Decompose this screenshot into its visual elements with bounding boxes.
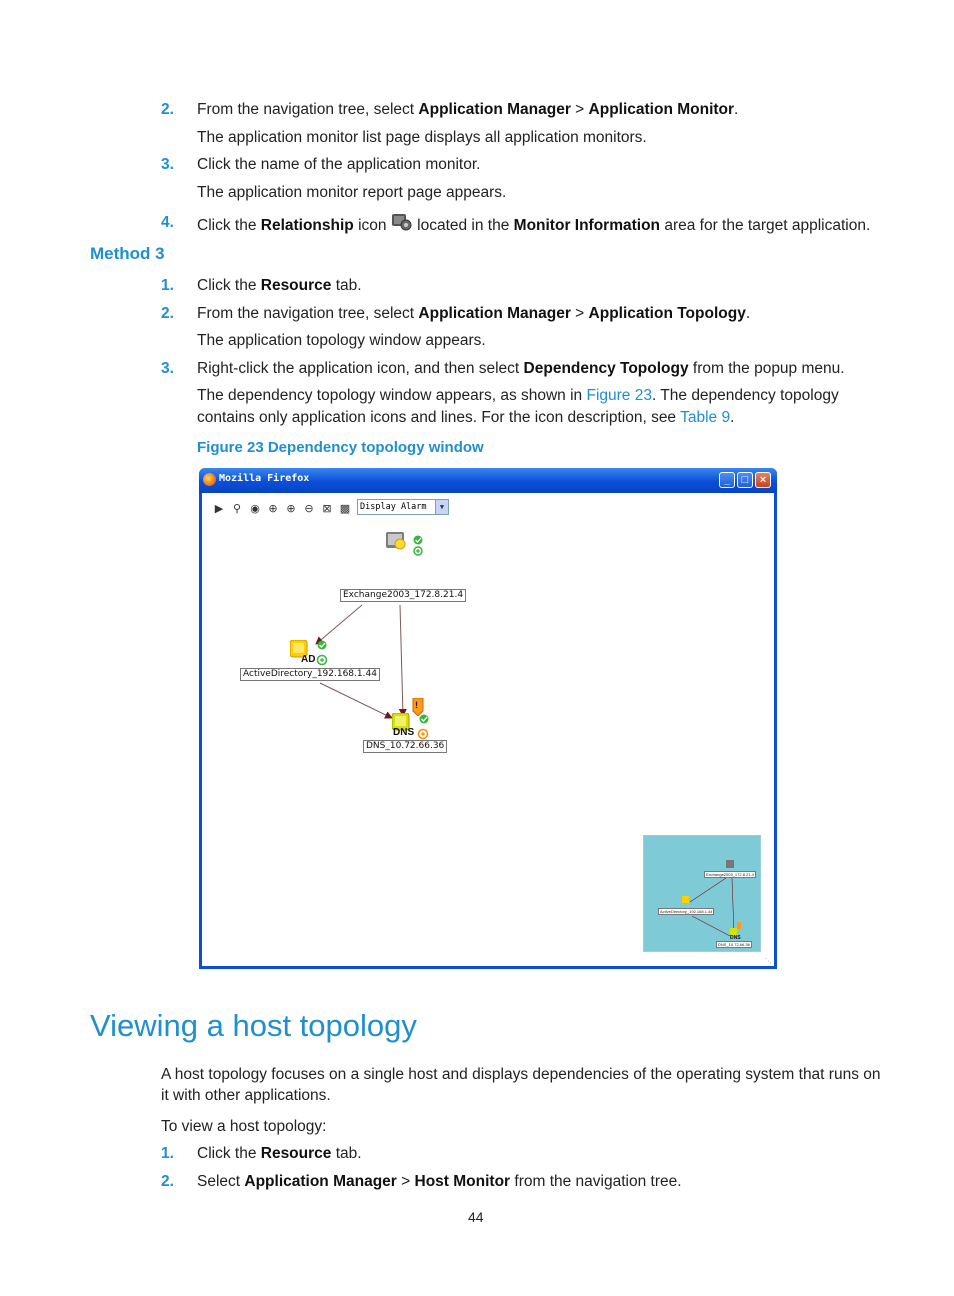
mini-dns-tag: DNS bbox=[730, 935, 741, 941]
resize-grip-icon[interactable]: ⋱ bbox=[765, 958, 772, 965]
mini-label-dns: DNS_10.72.66.36 bbox=[718, 942, 750, 947]
text-run: contains only application icons and lines. For the icon description, see bbox=[197, 409, 681, 426]
text-run: . bbox=[730, 409, 735, 426]
text-run: . The dependency topology bbox=[651, 387, 839, 404]
text-run: area for the target application. bbox=[660, 217, 871, 234]
minimize-button[interactable] bbox=[719, 472, 735, 488]
figure-link[interactable]: Figure 23 bbox=[586, 387, 652, 404]
node-label-ad[interactable]: ActiveDirectory_192.168.1.44 bbox=[240, 668, 380, 681]
step-number: 4. bbox=[161, 214, 174, 231]
text-run: from the navigation tree. bbox=[510, 1173, 682, 1190]
step-result: The application monitor report page appears. bbox=[197, 184, 507, 201]
step-result: The application monitor list page displays all application monitors. bbox=[197, 129, 647, 146]
overview-minimap[interactable] bbox=[643, 835, 761, 952]
mini-label-ad: ActiveDirectory_192.168.1.44 bbox=[660, 909, 713, 914]
step-text bbox=[197, 304, 750, 324]
step-text: Click the name of the application monitor. bbox=[197, 156, 481, 173]
firefox-window bbox=[199, 468, 777, 969]
node-label-exchange[interactable]: Exchange2003_172.8.21.4 bbox=[340, 589, 466, 602]
ui-term: Application Manager bbox=[418, 101, 571, 118]
firefox-logo-icon bbox=[203, 473, 216, 486]
page-number: 44 bbox=[468, 1209, 484, 1225]
step-text bbox=[197, 1172, 682, 1192]
maximize-button[interactable] bbox=[737, 472, 753, 488]
zoom-in-icon[interactable]: ⊕ bbox=[286, 502, 296, 515]
text-run: From the navigation tree, select bbox=[197, 305, 419, 322]
figure-caption: Figure 23 Dependency topology window bbox=[197, 439, 484, 456]
step-number: 1. bbox=[161, 1145, 174, 1162]
ui-term: Dependency Topology bbox=[523, 360, 689, 377]
window-title: Mozilla Firefox bbox=[219, 473, 310, 484]
exchange-app-icon[interactable] bbox=[386, 532, 426, 558]
text-run: > bbox=[570, 305, 589, 322]
ui-term: Resource bbox=[260, 277, 332, 294]
text-run: Right-click the application icon, and then select bbox=[197, 360, 524, 377]
search-icon[interactable]: ⚲ bbox=[232, 502, 242, 515]
text-run: tab. bbox=[331, 277, 362, 294]
text-run: . bbox=[734, 101, 739, 118]
paragraph: To view a host topology: bbox=[161, 1118, 327, 1135]
dns-add-icon bbox=[417, 728, 429, 740]
text-run: . bbox=[745, 305, 751, 322]
step-text bbox=[197, 1144, 362, 1164]
ui-term: Relationship bbox=[260, 217, 354, 234]
mini-dns-icon bbox=[730, 928, 737, 935]
text-run: located in the bbox=[412, 217, 514, 234]
text-run: Click the bbox=[197, 1145, 261, 1162]
text-run: Select bbox=[197, 1173, 245, 1190]
ui-term: Application Manager bbox=[418, 305, 571, 322]
ad-add-icon bbox=[316, 654, 328, 666]
ui-term: Application Monitor bbox=[588, 101, 735, 118]
text-run: Click the bbox=[197, 217, 261, 234]
method-heading: Method 3 bbox=[90, 244, 165, 263]
mini-exchange-icon bbox=[726, 860, 734, 868]
edge-ad-dns bbox=[320, 683, 392, 718]
zoom-fit-icon[interactable]: ⊕ bbox=[268, 502, 278, 515]
step-text bbox=[197, 359, 845, 379]
step-number: 3. bbox=[161, 156, 174, 173]
maximize-icon: □ bbox=[741, 474, 749, 486]
text-run: tab. bbox=[331, 1145, 362, 1162]
text-run: > bbox=[396, 1173, 415, 1190]
ui-term: Application Topology bbox=[588, 305, 746, 322]
step-result bbox=[197, 386, 839, 406]
text-run: From the navigation tree, select bbox=[197, 101, 419, 118]
text-run: > bbox=[570, 101, 589, 118]
ad-tag: AD bbox=[301, 654, 316, 665]
step-text bbox=[197, 213, 870, 236]
close-icon: × bbox=[759, 474, 767, 486]
display-select-value: Display Alarm bbox=[360, 502, 427, 512]
mini-edges bbox=[644, 836, 760, 951]
ui-term: Host Monitor bbox=[414, 1173, 511, 1190]
section-title: Viewing a host topology bbox=[90, 1008, 417, 1043]
text-run: The dependency topology window appears, as shown in bbox=[197, 387, 587, 404]
table-link[interactable]: Table 9 bbox=[680, 409, 731, 426]
step-number: 2. bbox=[161, 101, 174, 118]
edge-exchange-ad bbox=[316, 605, 362, 644]
step-number: 3. bbox=[161, 360, 174, 377]
step-result bbox=[197, 408, 734, 428]
alarm-mark: ! bbox=[415, 700, 418, 710]
paragraph: it with other applications. bbox=[161, 1087, 331, 1104]
minimize-icon: _ bbox=[723, 474, 731, 486]
print-icon[interactable]: ▩ bbox=[339, 502, 351, 515]
mini-label-exchange: Exchange2003_172.8.21.4 bbox=[706, 872, 754, 877]
edge-exchange-dns bbox=[400, 605, 403, 716]
node-label-dns[interactable]: DNS_10.72.66.36 bbox=[363, 740, 447, 753]
layout-icon[interactable]: ⊠ bbox=[322, 502, 332, 515]
dns-tag: DNS bbox=[393, 727, 415, 738]
topology-canvas[interactable] bbox=[202, 493, 774, 966]
step-number: 2. bbox=[161, 305, 174, 322]
step-number: 2. bbox=[161, 1173, 174, 1190]
ui-term: Application Manager bbox=[244, 1173, 397, 1190]
step-number: 1. bbox=[161, 277, 174, 294]
eye-icon[interactable]: ◉ bbox=[250, 502, 260, 515]
step-text bbox=[197, 100, 738, 120]
mini-alarm-icon bbox=[737, 922, 741, 929]
ui-term: Resource bbox=[260, 1145, 332, 1162]
relationship-icon bbox=[391, 213, 413, 233]
text-run: from the popup menu. bbox=[688, 360, 845, 377]
ui-term: Monitor Information bbox=[513, 217, 661, 234]
text-run: icon bbox=[353, 217, 391, 234]
paragraph: A host topology focuses on a single host and displays dependencies of the operating system that runs on bbox=[161, 1066, 881, 1083]
select-pointer-icon[interactable]: ▶ bbox=[214, 502, 224, 515]
window-titlebar[interactable] bbox=[199, 468, 777, 493]
mini-ad-icon bbox=[682, 896, 689, 903]
step-text bbox=[197, 276, 362, 296]
chevron-down-icon: ▼ bbox=[435, 500, 448, 514]
close-button[interactable] bbox=[755, 472, 771, 488]
step-result: The application topology window appears. bbox=[197, 332, 486, 349]
zoom-out-icon[interactable]: ⊖ bbox=[304, 502, 314, 515]
text-run: Click the bbox=[197, 277, 261, 294]
